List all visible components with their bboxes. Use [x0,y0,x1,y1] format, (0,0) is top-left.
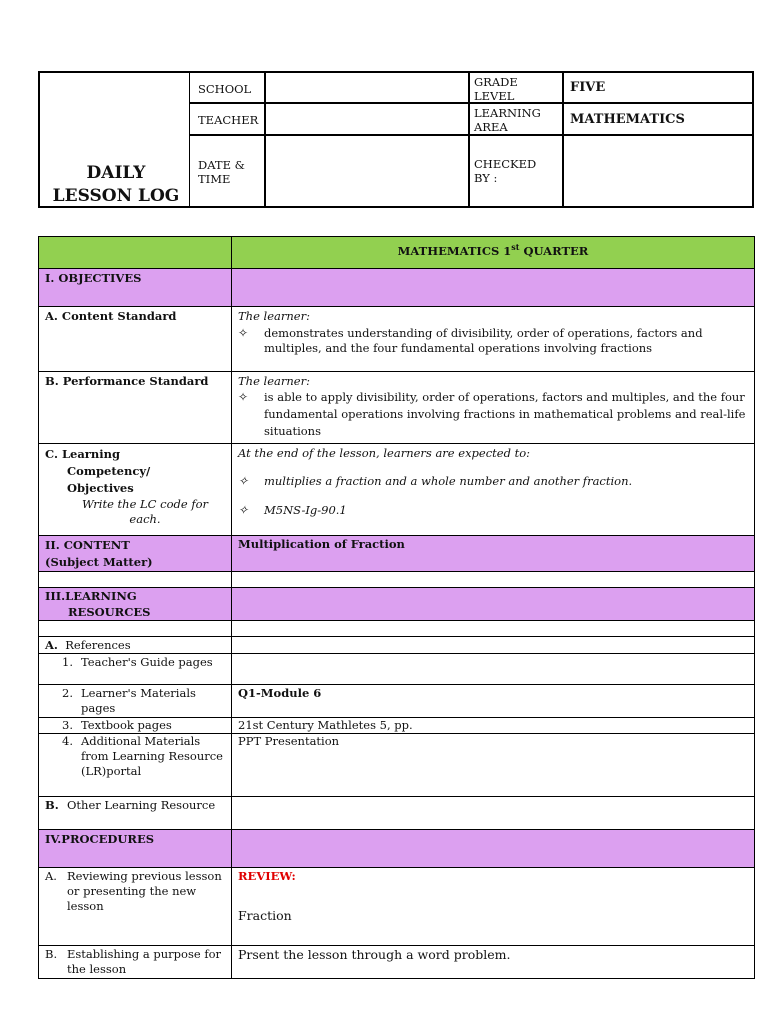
ref-1-label-cell [39,654,232,685]
content-standard-cell [232,307,755,372]
table-row [39,685,755,718]
date-label [198,158,245,186]
competency-note: Write the LC code for each. [81,497,208,526]
checked-label [474,157,536,185]
content-standard-text: demonstrates understanding of divisibility, order of operations, factors and multiples, and the four fundamental operations involving fractions [264,326,703,355]
heading-text: MATHEMATICS 1 [397,243,512,258]
ref-1-value [232,654,755,685]
performance-standard-label: B. Performance Standard [39,372,232,444]
title-line-1: DAILY [86,163,146,183]
performance-standard-cell [232,372,755,444]
table-cell [232,637,755,654]
references-label [39,637,232,654]
table-row [39,654,755,685]
content-label-line-1: II. CONTENT [45,538,130,552]
proc-b-value: Prsent the lesson through a word problem. [232,946,755,979]
list-item [45,686,225,716]
table-cell [232,797,755,830]
diamond-star-bullet-icon: ✧ [238,326,249,340]
ref-3-num: 3. [62,718,73,732]
divider [264,73,266,206]
lesson-log-header [38,71,754,208]
other-label: Other Learning Resource [67,798,216,812]
grade-label [474,75,518,103]
proc-a-letter: A. [45,869,57,883]
content-standard-intro: The learner: [238,309,310,323]
list-item [45,798,225,813]
table-cell [232,588,755,621]
performance-standard-intro: The learner: [238,374,310,388]
resources-label-line-1: III.LEARNING [45,589,137,603]
diamond-star-bullet-icon: ✧ [238,390,249,404]
competency-cell [232,444,755,536]
diamond-star-bullet-icon: ✧ [238,503,249,517]
area-value: MATHEMATICS [570,112,685,127]
ref-3-label: Textbook pages [81,718,172,732]
ref-3-value: 21st Century Mathletes 5, pp. [232,718,755,734]
table-row [39,269,755,307]
table-row [39,868,755,946]
table-row [39,572,755,588]
grade-value: FIVE [570,80,606,95]
procedures-label: IV.PROCEDURES [39,830,232,868]
table-cell [232,269,755,307]
table-cell [39,621,232,637]
list-item [45,869,225,914]
checked-label-line-1: CHECKED [474,157,537,171]
ref-2-value: Q1-Module 6 [232,685,755,718]
table-row [39,734,755,797]
table-row [39,946,755,979]
area-label-line-1: LEARNING [474,106,541,120]
date-label-line-1: DATE & [198,158,245,172]
ref-4-label-cell [39,734,232,797]
divider [190,102,752,104]
table-row [39,307,755,372]
proc-a-label-cell [39,868,232,946]
references-text: References [65,638,131,652]
title-cell [40,73,190,206]
other-letter: B. [45,798,59,812]
competency-item-2: M5NS-Ig-90.1 [264,503,347,517]
competency-label-cell [39,444,232,536]
table-cell [232,621,755,637]
table-row [39,588,755,621]
ref-2-label-cell [39,685,232,718]
table-row [39,444,755,536]
table-row [39,637,755,654]
review-heading: REVIEW: [238,869,296,883]
list-item [45,947,225,977]
references-letter: A. [45,638,58,652]
ref-4-num: 4. [62,734,73,748]
ref-3-label-cell [39,718,232,734]
table-cell [232,830,755,868]
title-line-2: LESSON LOG [52,186,180,206]
divider [562,73,564,206]
heading-text-post: QUARTER [519,243,589,258]
proc-a-value: Fraction [238,908,292,923]
list-item [238,503,748,518]
divider [468,73,470,206]
table-row [39,237,755,269]
list-item [45,718,225,733]
resources-label-line-2: RESOURCES [68,605,151,619]
list-item [238,326,748,356]
checked-label-line-2: BY : [474,171,498,185]
proc-b-letter: B. [45,947,58,961]
ref-4-value: PPT Presentation [232,734,755,797]
competency-label-line-1: C. Learning [45,447,121,461]
heading-sup: st [511,242,520,252]
competency-label-line-2: Competency/ [67,464,151,478]
table-row [39,718,755,734]
lesson-table [38,236,755,979]
proc-b-label-cell [39,946,232,979]
ref-1-num: 1. [62,655,73,669]
table-cell [232,572,755,588]
ref-2-label: Learner's Materials pages [81,686,196,715]
list-item [238,389,748,440]
table-row [39,830,755,868]
objectives-label: I. OBJECTIVES [39,269,232,307]
proc-b-label: Establishing a purpose for the lesson [67,947,222,976]
date-label-line-2: TIME [198,172,231,186]
table-row [39,372,755,444]
ref-2-num: 2. [62,686,73,700]
ref-1-label: Teacher's Guide pages [81,655,213,669]
quarter-heading [232,237,755,269]
competency-label-line-3: Objectives [67,481,134,495]
list-item [238,474,748,489]
list-item [45,655,225,670]
proc-a-cell [232,868,755,946]
table-row [39,797,755,830]
content-label-line-2: (Subject Matter) [45,555,153,569]
table-cell [39,237,232,269]
divider [190,134,752,136]
resources-label-cell [39,588,232,621]
list-item [45,734,225,779]
diamond-star-bullet-icon: ✧ [238,474,249,488]
grade-label-line-1: GRADE [474,75,518,89]
other-resource-cell [39,797,232,830]
table-cell [39,572,232,588]
table-row [39,621,755,637]
performance-standard-text: is able to apply divisibility, order of operations, factors and multiples, and the four fundamental operations involving fractions in mathematical problems and real-life situations [264,390,746,438]
content-value: Multiplication of Fraction [232,536,755,572]
grade-label-line-2: LEVEL [474,89,515,103]
content-standard-label: A. Content Standard [39,307,232,372]
ref-4-label: Additional Materials from Learning Resource (LR)portal [81,734,223,778]
proc-a-label: Reviewing previous lesson or presenting the new lesson [67,869,222,913]
competency-intro: At the end of the lesson, learners are expected to: [238,446,531,460]
teacher-label: TEACHER [198,113,259,127]
school-label: SCHOOL [198,82,252,96]
table-row [39,536,755,572]
content-label-cell [39,536,232,572]
area-label [474,106,541,134]
area-label-line-2: AREA [474,120,508,134]
competency-item-1: multiplies a fraction and a whole number and another fraction. [264,474,633,488]
